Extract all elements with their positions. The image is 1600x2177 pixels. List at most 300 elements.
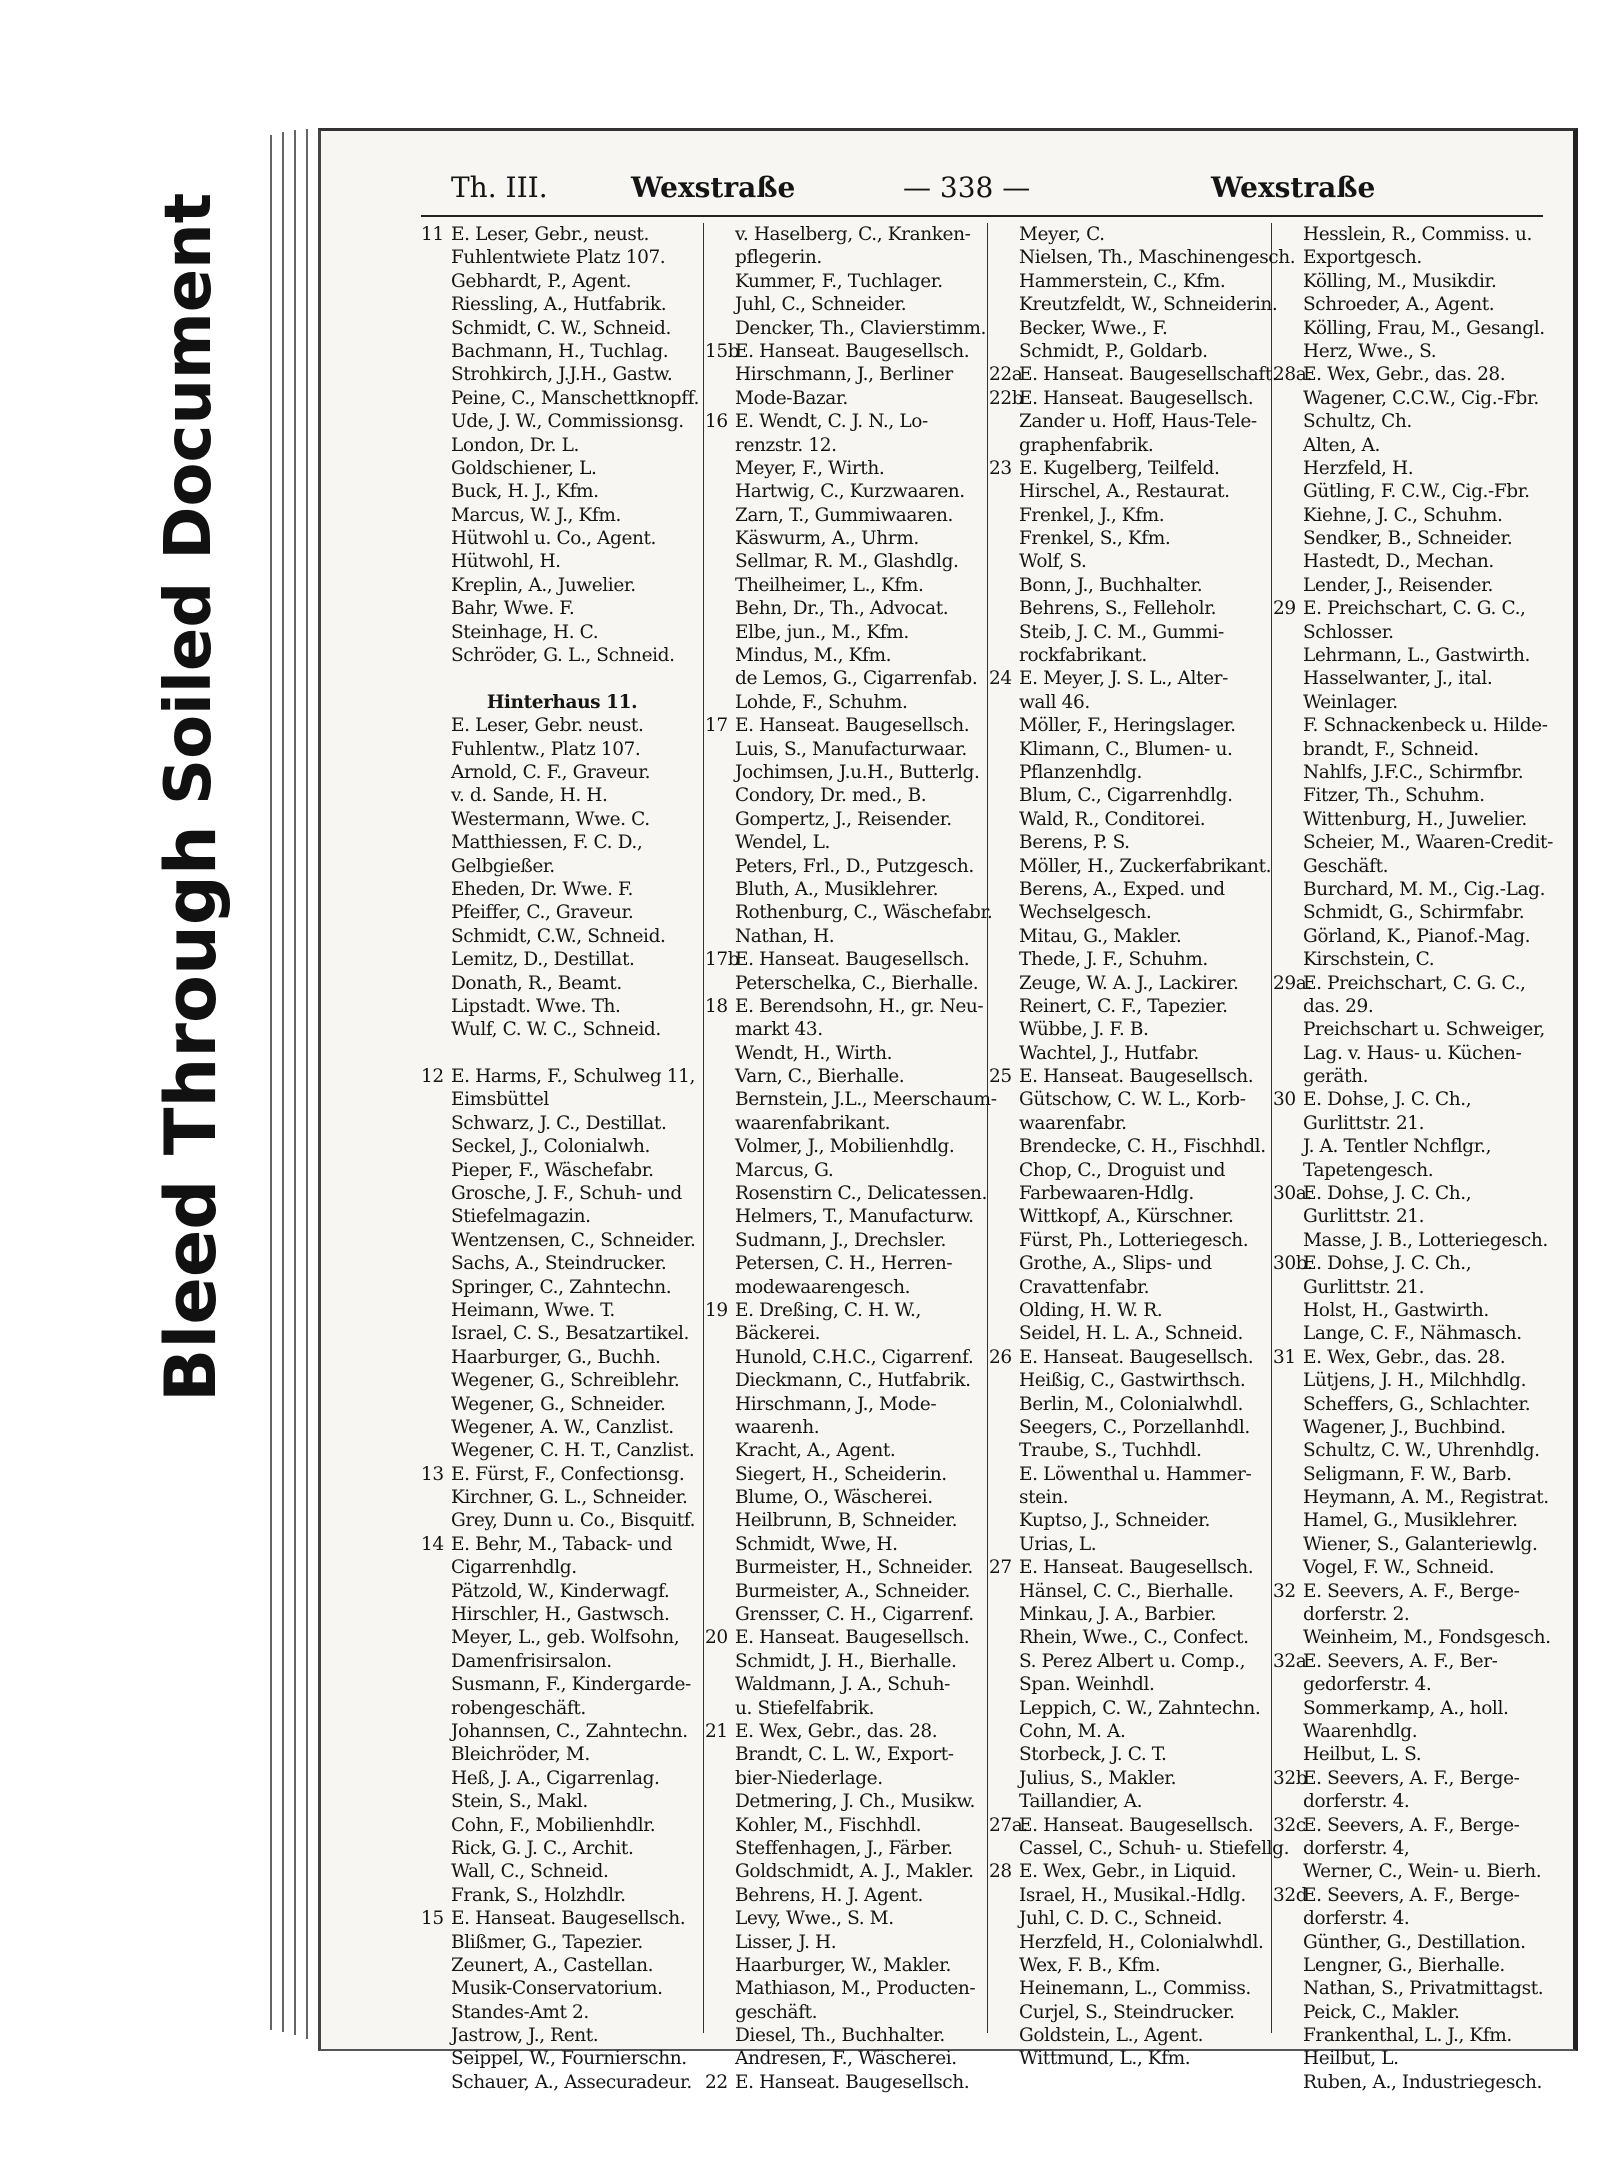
entry-text: waarenfabrikant. [735, 1112, 891, 1134]
entry-text: Gurlittstr. 21. [1303, 1112, 1425, 1134]
directory-entry [1273, 410, 1555, 433]
entry-text: Masse, J. B., Lotteriegesch. [1303, 1229, 1548, 1251]
entry-text: Schroeder, A., Agent. [1303, 294, 1495, 316]
directory-entry [705, 1416, 987, 1439]
entry-text: Berens, A., Exped. und [1019, 878, 1225, 900]
entry-text: Tapetengesch. [1303, 1159, 1434, 1181]
entry-text: Susmann, F., Kindergarde- [451, 1674, 691, 1696]
entry-text: Luis, S., Manufacturwaar. [735, 738, 967, 760]
directory-entry [1273, 270, 1555, 293]
directory-entry [705, 317, 987, 340]
house-number: 27 [989, 1557, 1012, 1579]
house-number: 21 [705, 1721, 728, 1742]
directory-entry [989, 1977, 1271, 2000]
entry-text: Wagener, C.C.W., Cig.-Fbr. [1303, 387, 1539, 409]
entry-text: Diesel, Th., Buchhalter. [735, 2025, 945, 2047]
directory-entry [1273, 1322, 1555, 1345]
entry-text: Sendker, B., Schneider. [1303, 528, 1513, 550]
directory-entry [989, 808, 1271, 831]
entry-text: Thede, J. F., Schuhm. [1019, 949, 1208, 971]
directory-entry [705, 574, 987, 597]
directory-entry [989, 1322, 1271, 1345]
entry-text: Wendt, H., Wirth. [735, 1042, 893, 1064]
directory-entry [1273, 1884, 1555, 1907]
directory-entry [705, 480, 987, 503]
directory-entry [705, 1463, 987, 1486]
entry-text: Lemitz, D., Destillat. [451, 949, 635, 971]
entry-text: Cravattenfabr. [1019, 1276, 1150, 1298]
directory-entry [421, 1299, 703, 1322]
entry-text: E. Dohse, J. C. Ch., [1303, 1089, 1472, 1111]
page-number: — 338 — [903, 171, 1031, 204]
entry-text: Grosche, J. F., Schuh- und [451, 1183, 682, 1205]
directory-entry [421, 1814, 703, 1837]
directory-entry [421, 1229, 703, 1252]
directory-column-1 [421, 223, 704, 2093]
entry-text: Hamel, G., Musiklehrer. [1303, 1510, 1518, 1532]
directory-entry [421, 574, 703, 597]
directory-entry [1273, 1065, 1555, 1088]
directory-entry [421, 2071, 703, 2094]
entry-text: Levy, Wwe., S. M. [735, 1908, 894, 1930]
directory-entry [1273, 1229, 1555, 1252]
directory-entry [1273, 1533, 1555, 1556]
entry-text: Andresen, F., Wäscherei. [735, 2048, 957, 2070]
entry-text: Berlin, M., Colonialwhdl. [1019, 1393, 1243, 1415]
entry-text: Condory, Dr. med., B. [735, 785, 927, 807]
directory-entry [1273, 1790, 1555, 1813]
entry-text: Riessling, A., Hutfabrik. [451, 294, 667, 316]
directory-entry [421, 1159, 703, 1182]
directory-entry [989, 1860, 1271, 1883]
entry-text: Marcus, G. [735, 1159, 834, 1181]
house-number: 26 [989, 1346, 1012, 1368]
bleed-through-label: Bleed Through [150, 825, 232, 1402]
page-header [321, 171, 1573, 221]
entry-text: Mode-Bazar. [735, 387, 848, 409]
entry-text: E. Seevers, A. F., Berge- [1303, 1767, 1520, 1789]
directory-entry [989, 925, 1271, 948]
entry-text: Lipstadt. Wwe. Th. [451, 995, 621, 1017]
entry-text: modewaarengesch. [735, 1276, 911, 1298]
entry-text: Kirschstein, C. [1303, 949, 1435, 971]
directory-entry [1273, 1580, 1555, 1603]
directory-entry [989, 1463, 1271, 1486]
directory-entry [421, 1837, 703, 1860]
directory-entry [989, 1626, 1271, 1649]
entry-text: Wechselgesch. [1019, 902, 1152, 924]
directory-entry [705, 784, 987, 807]
directory-entry [421, 808, 703, 831]
entry-text: Wiener, S., Galanteriewlg. [1303, 1533, 1538, 1555]
house-number: 32a [1273, 1650, 1307, 1672]
entry-text: Rick, G. J. C., Archit. [451, 1837, 634, 1859]
directory-entry [1273, 621, 1555, 644]
entry-text: Schmidt, J. H., Bierhalle. [735, 1650, 957, 1672]
entry-text: E. Berendsohn, H., gr. Neu- [735, 995, 984, 1017]
house-number: 29a. [1273, 972, 1312, 994]
entry-text: Haarburger, G., Buchh. [451, 1346, 661, 1368]
entry-text: Peterschelka, C., Bierhalle. [735, 972, 979, 994]
directory-entry [705, 1182, 987, 1205]
house-number: 32c [1273, 1814, 1306, 1836]
directory-entry [421, 223, 703, 246]
directory-entry [1273, 1767, 1555, 1790]
directory-entry [421, 691, 703, 714]
entry-text: Sachs, A., Steindrucker. [451, 1253, 667, 1275]
directory-entry [1273, 1860, 1555, 1883]
directory-entry [1273, 1650, 1555, 1673]
house-number: 20 [705, 1627, 728, 1649]
entry-text: Burmeister, A., Schneider. [735, 1580, 971, 1602]
entry-text: Heißig, C., Gastwirthsch. [1019, 1370, 1246, 1392]
entry-text: Gütschow, C. W. L., Korb- [1019, 1089, 1246, 1111]
house-number: 24 [989, 668, 1012, 690]
house-number: 13 [421, 1463, 444, 1485]
directory-entry [421, 387, 703, 410]
directory-entry [989, 1767, 1271, 1790]
directory-entry [421, 1790, 703, 1813]
entry-text: Stein, S., Makl. [451, 1791, 588, 1813]
directory-entry [1273, 1369, 1555, 1392]
entry-text: Fuhlentw., Platz 107. [451, 738, 641, 760]
directory-page [318, 128, 1578, 2093]
directory-entry [421, 1205, 703, 1228]
directory-entry [421, 1556, 703, 1579]
directory-entry [1273, 504, 1555, 527]
directory-entry [705, 2001, 987, 2024]
entry-text: Hasselwanter, J., ital. [1303, 668, 1493, 690]
directory-entry [989, 691, 1271, 714]
entry-text: Zeunert, A., Castellan. [451, 1954, 654, 1976]
house-number: 11 [421, 224, 444, 245]
directory-entry [421, 1580, 703, 1603]
entry-text: Sellmar, R. M., Glashdlg. [735, 551, 959, 573]
directory-entry [705, 246, 987, 269]
entry-text: Peine, C., Manschettknopff. [451, 387, 699, 409]
directory-entry [1273, 1042, 1555, 1065]
house-number: 22 [705, 2071, 728, 2093]
entry-text: Jochimsen, J.u.H., Butterlg. [735, 761, 980, 783]
entry-text: Rosenstirn C., Delicatessen. [735, 1183, 987, 1205]
house-number: 15 [421, 1908, 444, 1930]
directory-entry [421, 1626, 703, 1649]
entry-text: brandt, F., Schneid. [1303, 738, 1479, 760]
entry-text: Jastrow, J., Rent. [451, 2025, 599, 2047]
house-number: 17b [705, 949, 740, 971]
entry-text: E. Hanseat. Baugesellsch. [1019, 1814, 1254, 1836]
directory-entry [705, 948, 987, 971]
entry-text: Wittenburg, H., Juwelier. [1303, 808, 1527, 830]
directory-entry [989, 1229, 1271, 1252]
entry-text: Goldschiener, L. [451, 457, 597, 479]
entry-text: Volmer, J., Mobilienhdlg. [735, 1136, 955, 1158]
entry-text: Stiefelmagazin. [451, 1206, 591, 1228]
directory-entry [989, 621, 1271, 644]
directory-entry [421, 1907, 703, 1930]
entry-text: Heß, J. A., Cigarrenlag. [451, 1767, 660, 1789]
entry-text: Blißmer, G., Tapezier. [451, 1931, 643, 1953]
directory-entry [705, 1790, 987, 1813]
entry-text: Klimann, C., Blumen- u. [1019, 738, 1233, 760]
entry-text: Günther, G., Destillation. [1303, 1931, 1526, 1953]
directory-entry [705, 1977, 987, 2000]
directory-entry [989, 667, 1271, 690]
entry-text: Elbe, jun., M., Kfm. [735, 621, 909, 643]
directory-entry [421, 995, 703, 1018]
entry-text: Zarn, T., Gummiwaaren. [735, 504, 954, 526]
entry-text: Hastedt, D., Mechan. [1303, 551, 1494, 573]
entry-text: Behn, Dr., Th., Advocat. [735, 598, 949, 620]
directory-entry [989, 1954, 1271, 1977]
directory-entry [1273, 1416, 1555, 1439]
directory-entry [705, 1018, 987, 1041]
entry-text: Becker, Wwe., F. [1019, 317, 1168, 339]
entry-text: Lengner, G., Bierhalle. [1303, 1954, 1505, 1976]
entry-text: Siegert, H., Scheiderin. [735, 1463, 947, 1485]
entry-text: Marcus, W. J., Kfm. [451, 504, 622, 526]
entry-text: Westermann, Wwe. C. [451, 808, 650, 830]
directory-entry [989, 901, 1271, 924]
entry-text: Strohkirch, J.J.H., Gastw. [451, 364, 673, 386]
directory-entry [1273, 667, 1555, 690]
entry-text: Seckel, J., Colonialwh. [451, 1136, 650, 1158]
directory-entry [421, 317, 703, 340]
directory-entry [989, 1439, 1271, 1462]
entry-text: markt 43. [735, 1019, 823, 1041]
directory-entry [421, 1065, 703, 1088]
directory-entry [1273, 714, 1555, 737]
directory-entry [1273, 1393, 1555, 1416]
directory-entry [989, 1907, 1271, 1930]
directory-entry [1273, 1182, 1555, 1205]
entry-text: Bernstein, J.L., Meerschaum- [735, 1089, 997, 1111]
entry-text: E. Hanseat. Baugesellsch. [735, 340, 970, 362]
directory-entry [705, 1486, 987, 1509]
entry-text: Curjel, S., Steindrucker. [1019, 2001, 1235, 2023]
entry-text: Hirschmann, J., Mode- [735, 1393, 937, 1415]
entry-text: Meyer, C. [1019, 224, 1105, 245]
entry-text: Hartwig, C., Kurzwaaren. [735, 481, 965, 503]
house-number: 18 [705, 995, 728, 1017]
entry-text: Fuhlentwiete Platz 107. [451, 247, 666, 269]
directory-entry [989, 457, 1271, 480]
entry-text: Herzfeld, H., Colonialwhdl. [1019, 1931, 1264, 1953]
directory-entry [705, 1088, 997, 1111]
entry-text: Gütling, F. C.W., Cig.-Fbr. [1303, 481, 1530, 503]
soiled-document-label: Soiled Document [152, 192, 226, 805]
directory-entry [705, 1743, 987, 1766]
entry-text: Wulf, C. W. C., Schneid. [451, 1019, 661, 1041]
entry-text: Storbeck, J. C. T. [1019, 1744, 1167, 1766]
directory-entry [421, 2024, 703, 2047]
directory-entry [1273, 1205, 1555, 1228]
entry-text: Gurlittstr. 21. [1303, 1276, 1425, 1298]
entry-text: Wegener, G., Schreiblehr. [451, 1370, 680, 1392]
entry-text: Görland, K., Pianof.-Mag. [1303, 925, 1531, 947]
directory-entry [1273, 2047, 1555, 2070]
directory-entry [421, 1533, 703, 1556]
directory-entry [989, 948, 1271, 971]
entry-text: E. Wex, Gebr., das. 28. [1303, 1346, 1506, 1368]
entry-text: E. Seevers, A. F., Ber- [1303, 1650, 1498, 1672]
house-number: 31 [1273, 1346, 1296, 1368]
directory-entry [1273, 831, 1555, 854]
directory-entry [705, 972, 987, 995]
directory-entry [989, 1065, 1271, 1088]
entry-text: Dencker, Th., Clavierstimm. [735, 317, 986, 339]
directory-entry [1273, 1697, 1555, 1720]
directory-entry [705, 1393, 987, 1416]
entry-text: Kölling, Frau, M., Gesangl. [1303, 317, 1545, 339]
directory-entry [989, 1042, 1271, 1065]
directory-entry [421, 621, 703, 644]
directory-entry [421, 1697, 703, 1720]
entry-text: Seegers, C., Porzellanhdl. [1019, 1416, 1250, 1438]
directory-entry [421, 340, 703, 363]
directory-entry [989, 855, 1271, 878]
entry-text: Lisser, J. H. [735, 1931, 837, 1953]
directory-entry [989, 1509, 1271, 1532]
entry-text: renzstr. 12. [735, 434, 837, 456]
entry-text: Span. Weinhdl. [1019, 1674, 1155, 1696]
entry-text: Matthiessen, F. C. D., [451, 832, 643, 854]
entry-text: Grothe, A., Slips- und [1019, 1253, 1212, 1275]
directory-entry [421, 1486, 703, 1509]
entry-text: Hütwohl, H. [451, 551, 561, 573]
entry-text: Bleichröder, M. [451, 1744, 590, 1766]
directory-entry [989, 410, 1271, 433]
entry-text: Wald, R., Conditorei. [1019, 808, 1206, 830]
entry-text: Schmidt, Wwe, H. [735, 1533, 898, 1555]
directory-entry [705, 714, 987, 737]
entry-text: Brendecke, C. H., Fischhdl. [1019, 1136, 1266, 1158]
directory-entry [989, 761, 1271, 784]
directory-entry [421, 504, 703, 527]
directory-entry [1273, 948, 1555, 971]
entry-text: E. Leser, Gebr. neust. [451, 715, 644, 737]
directory-entry [989, 317, 1271, 340]
entry-text: Behrens, H. J. Agent. [735, 1884, 924, 1906]
directory-entry [421, 831, 703, 854]
entry-text: Frenkel, S., Kfm. [1019, 528, 1171, 550]
directory-entry [1273, 1603, 1555, 1626]
directory-entry [1273, 1977, 1555, 2000]
directory-entry [705, 1673, 987, 1696]
entry-text: dorferstr. 4. [1303, 1908, 1410, 1930]
entry-text: rockfabrikant. [1019, 645, 1147, 667]
directory-entry [705, 387, 987, 410]
directory-entry [1273, 293, 1555, 316]
entry-text: E. Hanseat. Baugesellsch. [451, 1908, 686, 1930]
entry-text: E. Seevers, A. F., Berge- [1303, 1580, 1520, 1602]
entry-text: Wex, F. B., Kfm. [1019, 1954, 1161, 1976]
entry-text: Scheier, M., Waaren-Credit- [1303, 832, 1553, 854]
entry-text: Kummer, F., Tuchlager. [735, 270, 943, 292]
directory-entry [421, 1135, 703, 1158]
entry-text: Herz, Wwe., S. [1303, 340, 1437, 362]
entry-text: Eimsbüttel [451, 1089, 549, 1111]
entry-text: E. Wex, Gebr., das. 28. [1303, 364, 1506, 386]
directory-entry [989, 972, 1271, 995]
directory-entry [1273, 761, 1555, 784]
entry-text: Bluth, A., Musiklehrer. [735, 878, 939, 900]
directory-entry [989, 527, 1271, 550]
directory-entry [421, 761, 703, 784]
directory-entry [989, 2024, 1271, 2047]
entry-text: E. Harms, F., Schulweg 11, [451, 1066, 695, 1088]
directory-entry [705, 1954, 987, 1977]
entry-text: Wendel, L. [735, 832, 831, 854]
entry-text: Schmidt, G., Schirmfabr. [1303, 902, 1525, 924]
directory-entry [1273, 738, 1555, 761]
directory-entry [989, 363, 1278, 386]
entry-text: waarenh. [735, 1416, 820, 1438]
directory-entry [989, 1088, 1271, 1111]
page-edge [306, 129, 308, 2039]
directory-entry [705, 1205, 987, 1228]
house-number: 32b [1273, 1767, 1308, 1789]
directory-entry [1273, 527, 1555, 550]
entry-text: Geschäft. [1303, 855, 1389, 877]
page-edge [282, 132, 284, 2032]
directory-entry [989, 1931, 1271, 1954]
directory-entry [989, 1603, 1271, 1626]
entry-text: Gebhardt, P., Agent. [451, 270, 632, 292]
entry-text: Grensser, C. H., Cigarrenf. [735, 1604, 974, 1626]
street-title-right: Wexstraße [1211, 171, 1376, 204]
directory-entry [421, 1767, 703, 1790]
directory-entry [1273, 1743, 1555, 1766]
directory-entry [421, 901, 703, 924]
entry-text: Johannsen, C., Zahntechn. [451, 1721, 688, 1742]
directory-entry [421, 1018, 703, 1041]
directory-entry [705, 1931, 987, 1954]
directory-entry [421, 855, 703, 878]
directory-entry [421, 1322, 703, 1345]
house-number: 14 [421, 1533, 444, 1555]
entry-text: E. Löwenthal u. Hammer- [1019, 1463, 1252, 1485]
directory-entry [1273, 246, 1555, 269]
entry-text: v. d. Sande, H. H. [451, 785, 608, 807]
entry-text: Behrens, S., Felleholr. [1019, 598, 1217, 620]
directory-entry [989, 1650, 1271, 1673]
directory-entry [989, 738, 1271, 761]
entry-text: Nathan, H. [735, 925, 835, 947]
entry-text: Schmidt, P., Goldarb. [1019, 340, 1208, 362]
entry-text: Juhl, C. D. C., Schneid. [1019, 1908, 1223, 1930]
directory-entry [989, 504, 1271, 527]
directory-entry [705, 925, 987, 948]
entry-text: Lender, J., Reisender. [1303, 574, 1493, 596]
entry-text: Frankenthal, L. J., Kfm. [1303, 2025, 1512, 2047]
entry-text: Meyer, L., geb. Wolfsohn, [451, 1627, 680, 1649]
directory-entry [421, 1743, 703, 1766]
entry-text: Waarenhdlg. [1303, 1721, 1418, 1742]
directory-entry [705, 363, 987, 386]
entry-text: Hirschler, H., Gastwsch. [451, 1604, 670, 1626]
directory-entry [421, 2001, 703, 2024]
house-number: 15b [705, 340, 740, 362]
directory-entry [421, 246, 703, 269]
directory-entry [989, 2001, 1271, 2024]
directory-entry [705, 1650, 987, 1673]
entry-text: E. Wex, Gebr., das. 28. [735, 1721, 938, 1742]
entry-text: E. Preichschart, C. G. C., [1303, 972, 1526, 994]
directory-entry [421, 1276, 703, 1299]
entry-text: Rhein, Wwe., C., Confect. [1019, 1627, 1249, 1649]
entry-text: Wentzensen, C., Schneider. [451, 1229, 696, 1251]
